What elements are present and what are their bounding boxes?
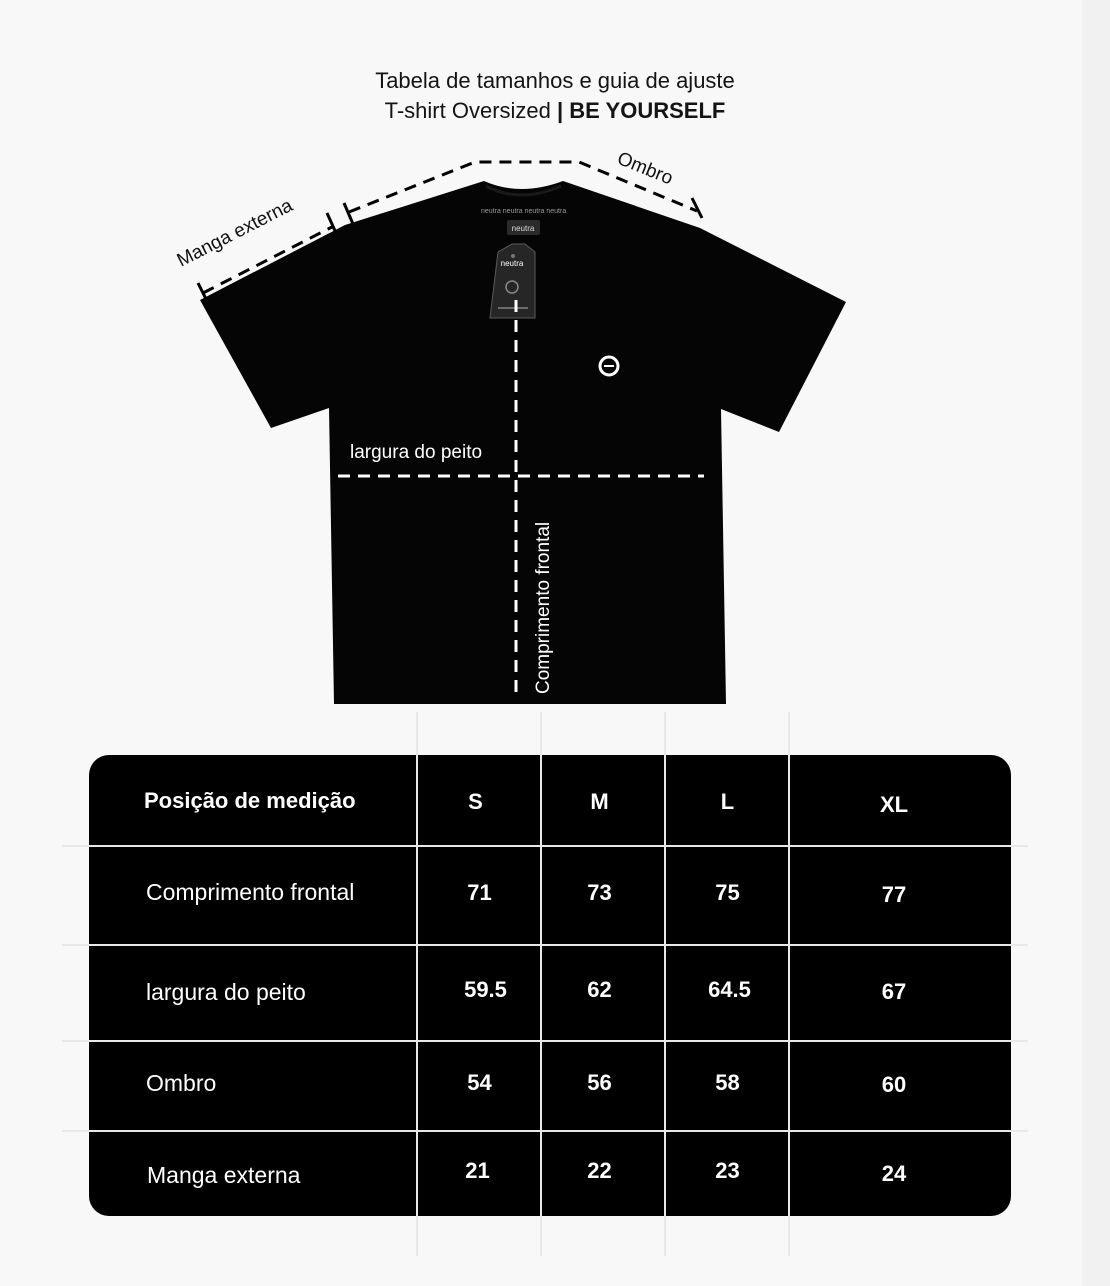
svg-text:neutra: neutra xyxy=(500,259,524,268)
product-name: T-shirt Oversized xyxy=(384,98,551,123)
header-measurement-position: Posição de medição xyxy=(144,787,356,813)
table-cell: 54 xyxy=(467,1070,492,1095)
row-label-largura-do-peito: largura do peito xyxy=(146,979,306,1005)
table-cell: 62 xyxy=(587,976,612,1002)
table-cell: 77 xyxy=(881,881,907,907)
grid-line xyxy=(416,712,418,1256)
row-label-ombro: Ombro xyxy=(146,1069,217,1096)
table-cell: 59.5 xyxy=(464,976,507,1002)
size-table xyxy=(89,755,1011,1216)
table-cell: 71 xyxy=(467,879,492,905)
table-cell: 23 xyxy=(715,1158,740,1183)
label-comprimento-frontal: Comprimento frontal xyxy=(533,521,554,694)
grid-line xyxy=(62,845,1028,847)
collection-name: | BE YOURSELF xyxy=(557,98,726,123)
table-cell: 21 xyxy=(465,1158,490,1183)
grid-line xyxy=(788,712,790,1256)
table-cell: 60 xyxy=(881,1072,907,1097)
table-cell: 56 xyxy=(587,1070,612,1095)
table-cell: 75 xyxy=(715,879,740,905)
header-size-xl: XL xyxy=(879,791,909,817)
grid-line xyxy=(540,712,542,1256)
grid-line xyxy=(62,944,1028,946)
row-label-comprimento-frontal: Comprimento frontal xyxy=(146,879,355,905)
table-cell: 22 xyxy=(587,1158,612,1183)
header-size-m: M xyxy=(590,788,609,814)
chart-title: Tabela de tamanhos e guia de ajuste xyxy=(375,68,735,93)
header-size-s: S xyxy=(468,788,483,814)
header-size-l: L xyxy=(720,788,735,814)
label-manga-externa: Manga externa xyxy=(173,195,297,272)
grid-line xyxy=(664,712,666,1256)
grid-line xyxy=(62,1130,1028,1132)
table-cell: 64.5 xyxy=(708,976,751,1002)
table-cell: 67 xyxy=(881,978,907,1004)
table-cell: 24 xyxy=(881,1161,907,1186)
brand-label: neutra xyxy=(511,224,535,233)
row-label-manga-externa: Manga externa xyxy=(147,1161,301,1188)
svg-text:neutra neutra neutra neutra: neutra neutra neutra neutra xyxy=(481,208,567,215)
table-cell: 73 xyxy=(587,879,612,905)
label-ombro: Ombro xyxy=(614,148,676,190)
grid-line xyxy=(62,1040,1028,1042)
table-cell: 58 xyxy=(715,1070,740,1095)
label-largura-do-peito: largura do peito xyxy=(350,442,483,463)
